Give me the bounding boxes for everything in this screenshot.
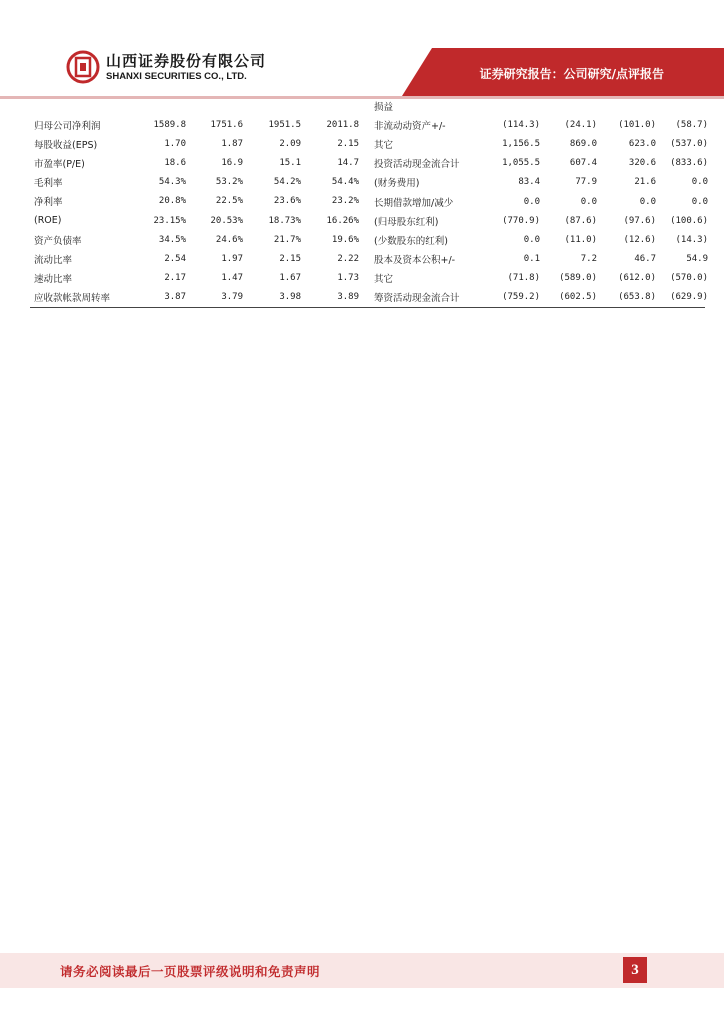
- row-label: 净利率: [34, 197, 63, 209]
- cell-value: 77.9: [575, 177, 597, 188]
- cell-value: (629.9): [670, 292, 708, 303]
- cell-value: 7.2: [580, 254, 597, 265]
- row-label: 非流动动资产+/-: [374, 120, 446, 132]
- table-row: [34, 153, 359, 172]
- cell-value: 18.73%: [268, 215, 301, 226]
- table-row: [374, 230, 708, 249]
- cell-value: 1.70: [164, 138, 186, 149]
- report-type-banner: 证券研究报告：公司研究/点评报告: [479, 67, 664, 81]
- cell-value: [469, 96, 540, 115]
- table-row: [34, 288, 359, 307]
- cell-value: 3.87: [164, 292, 186, 303]
- cell-value: 24.6%: [215, 234, 243, 245]
- row-label: (财务费用): [374, 178, 420, 190]
- cell-value: 2.15: [279, 253, 301, 264]
- cell-value: 2.22: [337, 253, 359, 264]
- cell-value: 1,055.5: [502, 158, 540, 169]
- cell-value: (71.8): [507, 273, 540, 284]
- cell-value: 623.0: [628, 138, 656, 149]
- cell-value: (612.0): [618, 273, 656, 284]
- cell-value: 54.9: [686, 254, 708, 265]
- cell-value: (653.8): [618, 292, 656, 303]
- company-name-cn: 山西证券股份有限公司: [106, 52, 267, 70]
- cell-value: 1.67: [279, 273, 301, 284]
- cell-value: (114.3): [502, 119, 540, 130]
- table-row: [374, 288, 708, 307]
- row-label: 市盈率(P/E): [34, 158, 85, 170]
- cell-value: (833.6): [670, 158, 708, 169]
- page-number: 3: [623, 957, 647, 983]
- company-name-en: SHANXI SECURITIES CO., LTD.: [106, 71, 247, 82]
- cell-value: 3.79: [221, 292, 243, 303]
- cell-value: (589.0): [559, 273, 597, 284]
- cell-value: 0.0: [691, 177, 708, 188]
- cell-value: (101.0): [618, 119, 656, 130]
- cell-value: 23.15%: [153, 215, 186, 226]
- row-label: 其它: [374, 274, 394, 286]
- cell-value: 0.0: [523, 234, 540, 245]
- table-row: [374, 115, 708, 134]
- cell-value: (602.5): [559, 292, 597, 303]
- cell-value: 22.5%: [215, 196, 243, 207]
- cell-value: (11.0): [564, 234, 597, 245]
- cell-value: [540, 96, 597, 115]
- cell-value: 1.87: [221, 138, 243, 149]
- table-bottom-rule: [30, 307, 705, 308]
- table-row: [34, 249, 359, 268]
- cell-value: (58.7): [675, 119, 708, 130]
- cell-value: 83.4: [518, 177, 540, 188]
- cell-value: 54.3%: [158, 177, 186, 188]
- cell-value: 53.2%: [215, 177, 243, 188]
- cell-value: 0.0: [639, 196, 656, 207]
- cell-value: 1.73: [337, 273, 359, 284]
- table-row: [34, 211, 359, 230]
- cell-value: [656, 96, 708, 115]
- footer-disclaimer: 请务必阅读最后一页股票评级说明和免责声明: [60, 964, 321, 979]
- cell-value: 21.7%: [273, 234, 301, 245]
- table-row: [34, 173, 359, 192]
- cell-value: 15.1: [279, 157, 301, 168]
- cell-value: 16.9: [221, 157, 243, 168]
- cell-value: 607.4: [569, 158, 597, 169]
- cell-value: (537.0): [670, 138, 708, 149]
- row-label: 归母公司净利润: [34, 120, 101, 132]
- table-row: [374, 269, 708, 288]
- cell-value: (770.9): [502, 215, 540, 226]
- cell-value: 1,156.5: [502, 138, 540, 149]
- row-label: 每股收益(EPS): [34, 139, 98, 151]
- cell-value: 54.4%: [331, 177, 359, 188]
- table-row: [374, 250, 708, 269]
- row-label: 损益: [374, 101, 394, 113]
- cell-value: 1.97: [221, 253, 243, 264]
- cell-value: 2011.8: [326, 119, 359, 130]
- row-label: 速动比率: [34, 274, 73, 286]
- cell-value: 21.6: [634, 177, 656, 188]
- row-label: (ROE): [34, 215, 62, 227]
- table-row: [374, 192, 708, 211]
- table-row: [374, 173, 708, 192]
- cell-value: 23.2%: [331, 196, 359, 207]
- cell-value: 1.47: [221, 273, 243, 284]
- row-label: 其它: [374, 139, 394, 151]
- row-label: 资产负债率: [34, 235, 82, 247]
- table-row: [34, 134, 359, 153]
- cell-value: 1589.8: [153, 119, 186, 130]
- company-logo-icon: [66, 50, 100, 84]
- cell-value: [597, 96, 656, 115]
- cell-value: 20.53%: [210, 215, 243, 226]
- row-label: 毛利率: [34, 178, 63, 190]
- cell-value: 1751.6: [210, 119, 243, 130]
- cell-value: 46.7: [634, 254, 656, 265]
- cell-value: 3.89: [337, 292, 359, 303]
- table-row: [374, 96, 708, 115]
- row-label: 投资活动现金流合计: [374, 159, 460, 171]
- cell-value: (87.6): [564, 215, 597, 226]
- page-header: [0, 0, 724, 100]
- row-label: 长期借款增加/减少: [374, 197, 454, 209]
- cell-value: 19.6%: [331, 234, 359, 245]
- cell-value: 320.6: [628, 158, 656, 169]
- cell-value: 2.09: [279, 138, 301, 149]
- cell-value: (759.2): [502, 292, 540, 303]
- cell-value: 54.2%: [273, 177, 301, 188]
- cell-value: 16.26%: [326, 215, 359, 226]
- cell-value: 2.15: [337, 138, 359, 149]
- cell-value: 3.98: [279, 292, 301, 303]
- cell-value: 0.0: [580, 196, 597, 207]
- cell-value: (24.1): [564, 119, 597, 130]
- cell-value: 14.7: [337, 157, 359, 168]
- financial-ratios-table: [34, 115, 359, 307]
- table-row: [374, 211, 708, 230]
- cell-value: 34.5%: [158, 234, 186, 245]
- cell-value: 2.17: [164, 273, 186, 284]
- cell-value: (570.0): [670, 273, 708, 284]
- cell-value: 0.0: [523, 196, 540, 207]
- cell-value: 869.0: [569, 138, 597, 149]
- cell-value: 0.0: [691, 196, 708, 207]
- cell-value: (12.6): [623, 234, 656, 245]
- row-label: (归母股东红利): [374, 216, 439, 228]
- table-row: [34, 192, 359, 211]
- cashflow-table: [374, 96, 708, 307]
- row-label: 股本及资本公积+/-: [374, 255, 456, 267]
- row-label: 筹资活动现金流合计: [374, 293, 460, 305]
- cell-value: 0.1: [523, 254, 540, 265]
- row-label: 流动比率: [34, 254, 73, 266]
- row-label: 应收款帐款周转率: [34, 293, 111, 305]
- cell-value: 2.54: [164, 253, 186, 264]
- table-row: [34, 115, 359, 134]
- cell-value: (100.6): [670, 215, 708, 226]
- cell-value: 20.8%: [158, 196, 186, 207]
- cell-value: 1951.5: [268, 119, 301, 130]
- table-row: [34, 230, 359, 249]
- cell-value: 23.6%: [273, 196, 301, 207]
- cell-value: (97.6): [623, 215, 656, 226]
- table-row: [34, 269, 359, 288]
- table-row: [374, 154, 708, 173]
- table-row: [374, 134, 708, 153]
- cell-value: 18.6: [164, 157, 186, 168]
- row-label: (少数股东的红利): [374, 235, 448, 247]
- cell-value: (14.3): [675, 234, 708, 245]
